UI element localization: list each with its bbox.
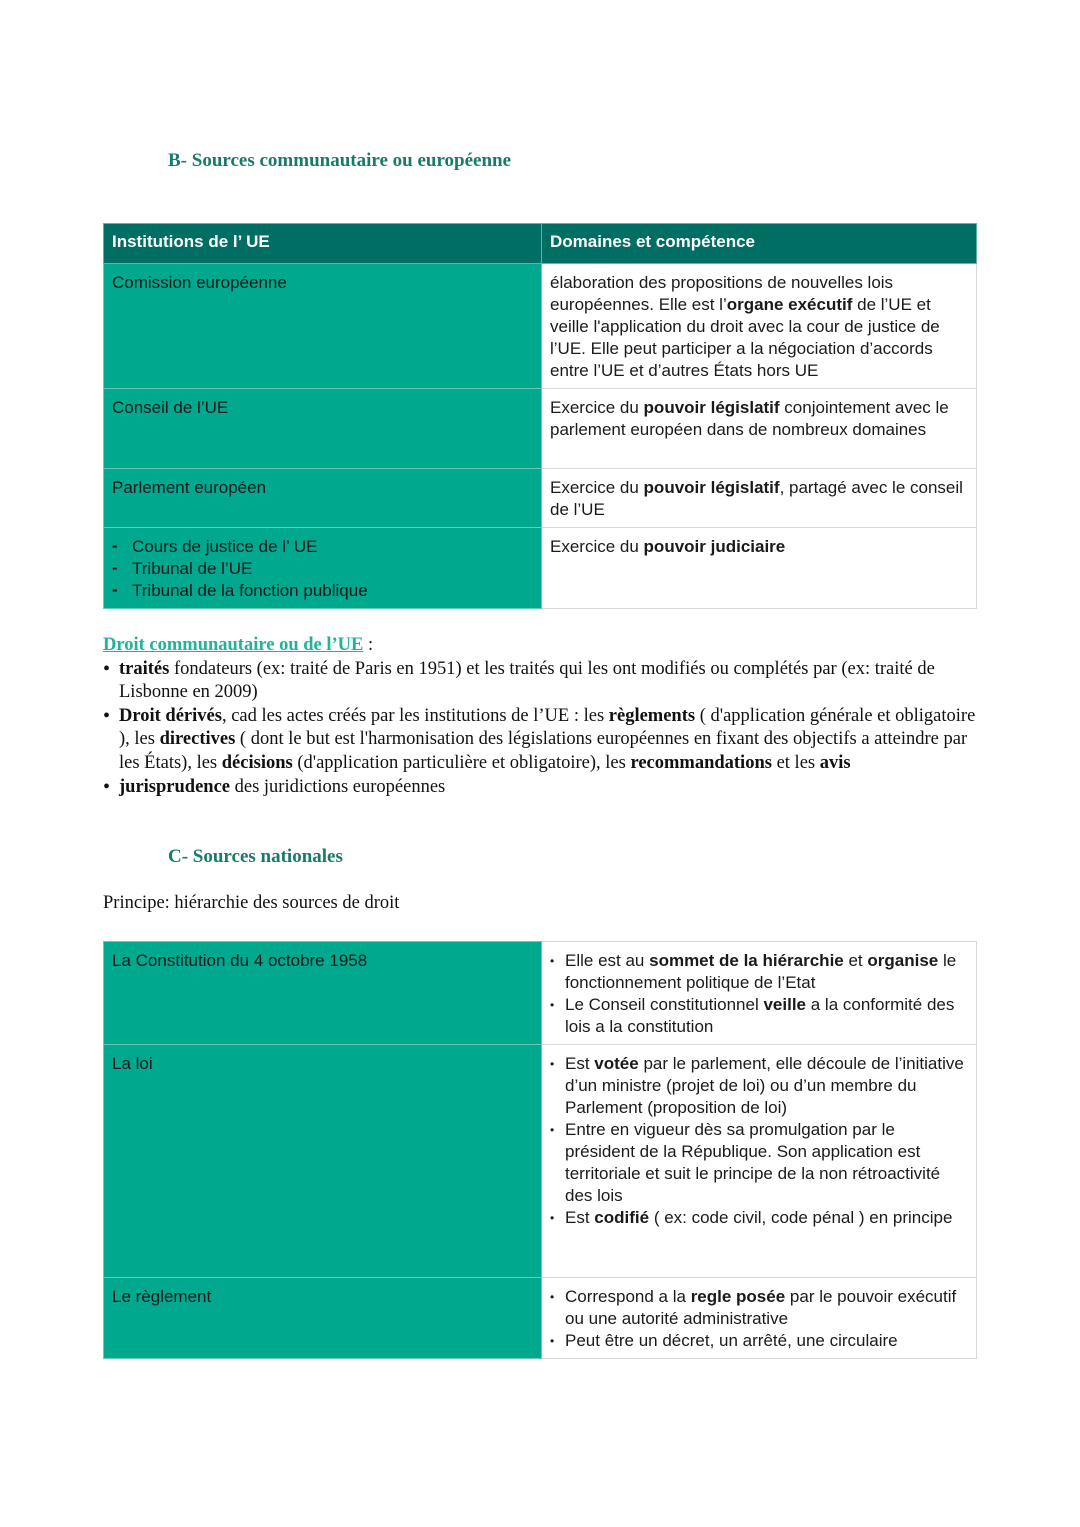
- list-item: • Correspond a la regle posée par le pouvoir exécutif ou une autorité administrative: [550, 1286, 968, 1330]
- list-item: • Peut être un décret, un arrêté, une circulaire: [550, 1330, 968, 1352]
- list-item: • traités fondateurs (ex: traité de Paris en 1951) et les traités qui les ont modifiés ou complétés par (ex: traité de Lisbonne en 2009): [103, 658, 983, 705]
- table-header-row: [104, 224, 977, 264]
- institution-cell: Comission européenne: [104, 264, 542, 389]
- droit-ue-block: [103, 634, 983, 799]
- table-row: [104, 389, 977, 469]
- description-cell: [542, 1045, 977, 1278]
- list-item: • Elle est au sommet de la hiérarchie et organise le fonctionnement politique de l’Etat: [550, 950, 968, 994]
- list-item: - Tribunal de la fonction publique: [112, 580, 533, 602]
- header-institutions: Institutions de l’ UE: [104, 224, 542, 264]
- source-cell: Le règlement: [104, 1278, 542, 1359]
- national-sources-table: [103, 941, 977, 1359]
- droit-ue-link[interactable]: Droit communautaire ou de l’UE: [103, 635, 364, 655]
- droit-ue-list: [103, 658, 983, 800]
- competence-cell: Exercice du pouvoir législatif conjointement avec le parlement européen dans de nombreux domaines: [542, 389, 977, 469]
- droit-ue-heading-line: Droit communautaire ou de l’UE :: [103, 635, 374, 655]
- list-item: • Droit dérivés, cad les actes créés par les institutions de l’UE : les règlements ( d'application générale et obligatoire ), les directives ( dont le but est l'harmonisation des législations européennes en fixant des objectifs a atteindre par les États), les décisions (d'application particulière et obligatoire), les recommandations et les avis: [103, 705, 983, 776]
- table-row: [104, 469, 977, 528]
- principe-text: Principe: hiérarchie des sources de droit: [103, 893, 400, 913]
- list-item: • Est votée par le parlement, elle découle de l’initiative d’un ministre (projet de loi) ou d’un membre du Parlement (proposition de loi): [550, 1053, 968, 1119]
- institution-cell: Parlement européen: [104, 469, 542, 528]
- jurisdiction-list: [112, 536, 533, 602]
- list-item: • Le Conseil constitutionnel veille a la conformité des lois a la constitution: [550, 994, 968, 1038]
- eu-institutions-table: [103, 223, 977, 609]
- table-row: [104, 1278, 977, 1359]
- list-item: - Tribunal de l’UE: [112, 558, 533, 580]
- source-cell: La Constitution du 4 octobre 1958: [104, 942, 542, 1045]
- list-item: • jurisprudence des juridictions européennes: [103, 776, 983, 800]
- competence-cell: Exercice du pouvoir législatif, partagé avec le conseil de l’UE: [542, 469, 977, 528]
- list-item: • Est codifié ( ex: code civil, code pénal ) en principe: [550, 1207, 968, 1229]
- list-item: - Cours de justice de l’ UE: [112, 536, 533, 558]
- section-title-c: C- Sources nationales: [168, 846, 343, 867]
- table-row: [104, 942, 977, 1045]
- list-item: • Entre en vigueur dès sa promulgation par le président de la République. Son application est territoriale et suit le principe de la non rétroactivité des lois: [550, 1119, 968, 1207]
- description-cell: [542, 942, 977, 1045]
- section-title-b: B- Sources communautaire ou européenne: [168, 150, 512, 171]
- source-cell: La loi: [104, 1045, 542, 1278]
- table-row: [104, 528, 977, 609]
- competence-cell: élaboration des propositions de nouvelles lois européennes. Elle est l’organe exécutif de l’UE et veille l'application du droit avec la cour de justice de l’UE. Elle peut participer a la négociation d’accords entre l’UE et d’autres États hors UE: [542, 264, 977, 389]
- institution-cell: Conseil de l’UE: [104, 389, 542, 469]
- description-cell: [542, 1278, 977, 1359]
- institution-cell: [104, 528, 542, 609]
- competence-cell: Exercice du pouvoir judiciaire: [542, 528, 977, 609]
- table-row: [104, 1045, 977, 1278]
- table-row: [104, 264, 977, 389]
- header-competence: Domaines et compétence: [542, 224, 977, 264]
